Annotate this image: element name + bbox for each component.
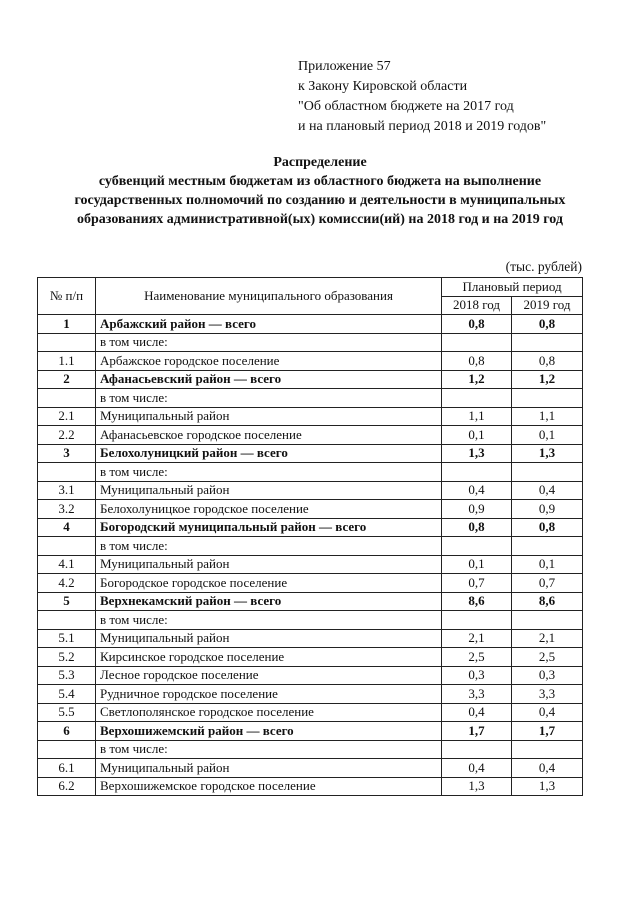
header-period: Плановый период — [442, 278, 583, 297]
row-2018-cell: 8,6 — [442, 592, 512, 611]
table-row — [38, 426, 583, 445]
row-2019-cell — [512, 611, 583, 630]
table-row — [38, 315, 583, 334]
row-name-cell: в том числе: — [96, 740, 442, 759]
row-2019-cell — [512, 537, 583, 556]
header-number: № п/п — [38, 278, 96, 315]
row-number-cell: 1.1 — [38, 352, 96, 371]
row-2019-cell: 1,2 — [512, 370, 583, 389]
row-number-cell — [38, 333, 96, 352]
row-2018-cell: 2,1 — [442, 629, 512, 648]
row-name-cell: Муниципальный район — [96, 407, 442, 426]
table-row — [38, 592, 583, 611]
row-2018-cell: 1,2 — [442, 370, 512, 389]
row-name-cell: в том числе: — [96, 389, 442, 408]
row-name-cell: Лесное городское поселение — [96, 666, 442, 685]
row-2018-cell: 0,3 — [442, 666, 512, 685]
title-line: государственных полномочий по созданию и деятельности в муниципальных — [74, 193, 566, 208]
units-note: (тыс. рублей) — [505, 259, 582, 274]
row-2018-cell: 0,1 — [442, 555, 512, 574]
table-row — [38, 444, 583, 463]
row-2019-cell — [512, 463, 583, 482]
row-2019-cell: 0,8 — [512, 315, 583, 334]
table-row — [38, 666, 583, 685]
row-2019-cell: 2,1 — [512, 629, 583, 648]
row-2018-cell: 1,3 — [442, 444, 512, 463]
table-row — [38, 463, 583, 482]
row-number-cell: 2 — [38, 370, 96, 389]
row-name-cell: Верхнекамский район — всего — [96, 592, 442, 611]
row-2018-cell — [442, 463, 512, 482]
row-number-cell — [38, 740, 96, 759]
table-row — [38, 518, 583, 537]
row-2019-cell: 8,6 — [512, 592, 583, 611]
table-row — [38, 629, 583, 648]
row-name-cell: Белохолуницкое городское поселение — [96, 500, 442, 519]
row-2019-cell: 0,4 — [512, 481, 583, 500]
row-2018-cell: 1,1 — [442, 407, 512, 426]
row-2018-cell: 0,4 — [442, 481, 512, 500]
row-2018-cell: 1,7 — [442, 722, 512, 741]
table-row — [38, 370, 583, 389]
row-2019-cell: 0,3 — [512, 666, 583, 685]
row-2018-cell: 0,8 — [442, 315, 512, 334]
row-2018-cell: 0,4 — [442, 703, 512, 722]
header-2019: 2019 год — [512, 296, 583, 315]
row-name-cell: Муниципальный район — [96, 481, 442, 500]
row-2019-cell: 1,3 — [512, 444, 583, 463]
table-row — [38, 703, 583, 722]
table-row — [38, 352, 583, 371]
row-number-cell — [38, 611, 96, 630]
row-number-cell — [38, 537, 96, 556]
row-name-cell: Арбажское городское поселение — [96, 352, 442, 371]
table-row — [38, 740, 583, 759]
row-number-cell: 3 — [38, 444, 96, 463]
row-name-cell: Муниципальный район — [96, 555, 442, 574]
table-row — [38, 333, 583, 352]
row-name-cell: Афанасьевское городское поселение — [96, 426, 442, 445]
annex-line: "Об областном бюджете на 2017 год — [298, 99, 514, 114]
annex-header — [298, 57, 546, 137]
row-name-cell: Муниципальный район — [96, 759, 442, 778]
row-number-cell: 4.2 — [38, 574, 96, 593]
annex-line: к Закону Кировской области — [298, 79, 468, 94]
table-row — [38, 685, 583, 704]
row-number-cell: 2.2 — [38, 426, 96, 445]
row-2018-cell: 0,4 — [442, 759, 512, 778]
row-name-cell: в том числе: — [96, 333, 442, 352]
table-row — [38, 574, 583, 593]
row-number-cell: 6.1 — [38, 759, 96, 778]
row-name-cell: Светлополянское городское поселение — [96, 703, 442, 722]
row-2018-cell: 2,5 — [442, 648, 512, 667]
table-row — [38, 722, 583, 741]
row-name-cell: Богородское городское поселение — [96, 574, 442, 593]
title-line: образованиях административной(ых) комиссии(ий) на 2018 год и на 2019 год — [77, 212, 563, 227]
table-row — [38, 407, 583, 426]
row-number-cell — [38, 389, 96, 408]
row-2019-cell: 1,1 — [512, 407, 583, 426]
row-2018-cell: 0,7 — [442, 574, 512, 593]
row-2019-cell: 0,4 — [512, 759, 583, 778]
row-2019-cell — [512, 389, 583, 408]
row-2019-cell: 2,5 — [512, 648, 583, 667]
row-2018-cell: 3,3 — [442, 685, 512, 704]
row-2019-cell: 0,1 — [512, 555, 583, 574]
row-2019-cell: 1,3 — [512, 777, 583, 796]
row-number-cell: 5.3 — [38, 666, 96, 685]
row-2019-cell: 3,3 — [512, 685, 583, 704]
row-number-cell: 6.2 — [38, 777, 96, 796]
row-2019-cell — [512, 333, 583, 352]
row-name-cell: Муниципальный район — [96, 629, 442, 648]
row-name-cell: Афанасьевский район — всего — [96, 370, 442, 389]
row-name-cell: Богородский муниципальный район — всего — [96, 518, 442, 537]
row-name-cell: Арбажский район — всего — [96, 315, 442, 334]
table-row — [38, 648, 583, 667]
table-row — [38, 777, 583, 796]
row-name-cell: в том числе: — [96, 537, 442, 556]
annex-line: Приложение 57 — [298, 59, 391, 74]
table-row — [38, 611, 583, 630]
row-2018-cell — [442, 611, 512, 630]
row-name-cell: Белохолуницкий район — всего — [96, 444, 442, 463]
table-row — [38, 481, 583, 500]
row-2019-cell: 0,9 — [512, 500, 583, 519]
row-2019-cell: 0,4 — [512, 703, 583, 722]
row-number-cell: 5 — [38, 592, 96, 611]
table-row — [38, 555, 583, 574]
row-name-cell: Кирсинское городское поселение — [96, 648, 442, 667]
row-number-cell — [38, 463, 96, 482]
row-2019-cell: 0,7 — [512, 574, 583, 593]
row-2018-cell — [442, 740, 512, 759]
row-2018-cell — [442, 537, 512, 556]
row-number-cell: 5.1 — [38, 629, 96, 648]
table-row — [38, 537, 583, 556]
row-2018-cell: 1,3 — [442, 777, 512, 796]
row-name-cell: в том числе: — [96, 463, 442, 482]
row-2018-cell — [442, 333, 512, 352]
row-number-cell: 5.5 — [38, 703, 96, 722]
row-number-cell: 3.2 — [38, 500, 96, 519]
row-2018-cell — [442, 389, 512, 408]
title-line: Распределение — [273, 155, 367, 170]
row-2018-cell: 0,1 — [442, 426, 512, 445]
row-2018-cell: 0,8 — [442, 352, 512, 371]
row-number-cell: 5.2 — [38, 648, 96, 667]
header-2018: 2018 год — [442, 296, 512, 315]
row-2019-cell: 1,7 — [512, 722, 583, 741]
row-2019-cell: 0,1 — [512, 426, 583, 445]
annex-line: и на плановый период 2018 и 2019 годов" — [298, 119, 547, 134]
row-2018-cell: 0,9 — [442, 500, 512, 519]
row-number-cell: 4 — [38, 518, 96, 537]
title-line: субвенций местным бюджетам из областного бюджета на выполнение — [98, 174, 542, 189]
row-number-cell: 4.1 — [38, 555, 96, 574]
row-name-cell: Верхошижемский район — всего — [96, 722, 442, 741]
row-number-cell: 2.1 — [38, 407, 96, 426]
row-number-cell: 6 — [38, 722, 96, 741]
row-number-cell: 1 — [38, 315, 96, 334]
row-2019-cell: 0,8 — [512, 352, 583, 371]
row-2019-cell: 0,8 — [512, 518, 583, 537]
row-number-cell: 3.1 — [38, 481, 96, 500]
row-name-cell: в том числе: — [96, 611, 442, 630]
row-name-cell: Верхошижемское городское поселение — [96, 777, 442, 796]
document-title — [30, 153, 610, 229]
table-body — [38, 315, 583, 796]
table-row — [38, 500, 583, 519]
row-number-cell: 5.4 — [38, 685, 96, 704]
header-name: Наименование муниципального образования — [96, 278, 442, 315]
row-2018-cell: 0,8 — [442, 518, 512, 537]
table-row — [38, 759, 583, 778]
table-row — [38, 389, 583, 408]
row-name-cell: Рудничное городское поселение — [96, 685, 442, 704]
subvention-table — [37, 277, 583, 796]
row-2019-cell — [512, 740, 583, 759]
